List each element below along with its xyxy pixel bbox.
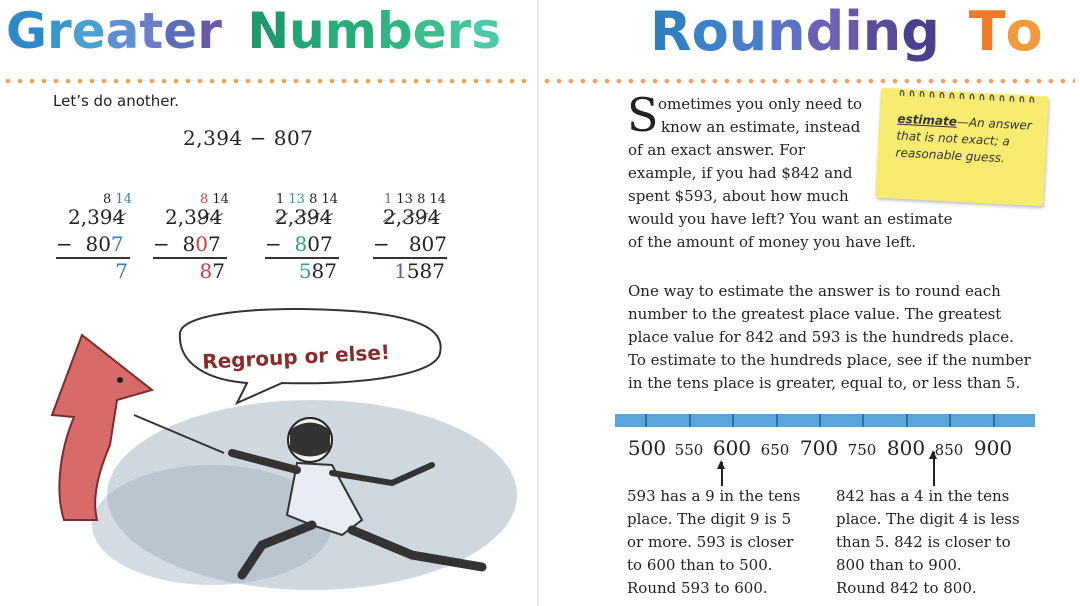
explain-842-line: 842 has a 4 in the tens: [836, 487, 1010, 505]
intro-line: would you have left? You want an estimate: [628, 210, 953, 228]
number-line-tick: [732, 414, 734, 427]
page-gutter: [537, 0, 539, 606]
regroup-marks: 1 13 8 14: [384, 192, 447, 207]
number-line-tick: [993, 414, 995, 427]
subtrahend: − 807: [153, 232, 221, 256]
paragraph-line: place value for 842 and 593 is the hundreds place.: [628, 328, 1014, 346]
subtrahend: − 807: [265, 232, 333, 256]
number-line-tick: [645, 414, 647, 427]
minuend: 2,394: [68, 205, 126, 229]
paragraph-line: To estimate to the hundreds place, see if the number: [628, 351, 1031, 369]
number-line-tick: [776, 414, 778, 427]
subtrahend: − 807: [56, 232, 124, 256]
note-definition: [895, 111, 1037, 169]
explain-593-line: or more. 593 is closer: [627, 533, 794, 551]
right-page-title: Rounding To: [650, 0, 1043, 63]
explain-593-line: place. The digit 9 is 5: [627, 510, 792, 528]
explain-842-line: than 5. 842 is closer to: [836, 533, 1011, 551]
problem-expression: 2,394 − 807: [183, 126, 314, 150]
number-line-tick: [689, 414, 691, 427]
partial-result: 1587: [394, 259, 445, 283]
minuend: 2,394: [383, 205, 441, 229]
definition-note: [875, 88, 1049, 207]
explain-842-line: 800 than to 900.: [836, 556, 962, 574]
number-line-label: 500: [627, 436, 667, 460]
number-line-bar: [615, 414, 1035, 427]
marker-842-arrow: [933, 452, 935, 486]
intro-line: example, if you had $842 and: [628, 164, 853, 182]
drop-cap: S: [627, 88, 659, 142]
intro-line: ometimes you only need to: [658, 95, 863, 113]
number-line-tick: [819, 414, 821, 427]
arrow-eye: [117, 377, 123, 383]
minuend: 2,394: [275, 205, 333, 229]
partial-result: 87: [199, 259, 225, 283]
fencer-illustration: [12, 305, 517, 605]
paragraph-line: in the tens place is greater, equal to, or less than 5.: [628, 374, 1021, 392]
number-line-label: 900: [973, 436, 1013, 460]
explain-593-line: Round 593 to 600.: [627, 579, 768, 597]
right-dot-divider: [541, 78, 1075, 84]
subtrahend: − 807: [373, 232, 448, 256]
minuend: 2,394: [165, 205, 223, 229]
note-body: —An answer that is not exact; a reasonable guess.: [895, 114, 1033, 166]
regroup-marks: 8 14: [200, 192, 229, 207]
number-line-label: 750: [847, 441, 877, 459]
explain-842-line: place. The digit 4 is less: [836, 510, 1020, 528]
number-line-label: 650: [760, 441, 790, 459]
left-page-title: Greater Numbers: [6, 2, 502, 60]
left-dot-divider: [2, 78, 530, 84]
number-line-tick: [949, 414, 951, 427]
number-line-tick: [862, 414, 864, 427]
fencing-mask: [290, 423, 330, 457]
paragraph-line: number to the greatest place value. The greatest: [628, 305, 1002, 323]
number-line-label: 850: [934, 441, 964, 459]
intro-line: of the amount of money you have left.: [628, 233, 917, 251]
regroup-marks: 8 14: [103, 192, 132, 207]
number-line-label: 600: [712, 436, 752, 460]
partial-result: 7: [115, 259, 128, 283]
number-line-label: 550: [674, 441, 704, 459]
intro-line: know an estimate, instead: [661, 118, 861, 136]
regroup-marks: 1 13 8 14: [276, 192, 339, 207]
marker-593-arrow: [721, 462, 723, 486]
explain-593-line: 593 has a 9 in the tens: [627, 487, 801, 505]
number-line-label: 800: [886, 436, 926, 460]
explain-593-line: to 600 than to 500.: [627, 556, 773, 574]
intro-line: of an exact answer. For: [628, 141, 806, 159]
speech-text: Regroup or else!: [201, 339, 391, 374]
intro-line: spent $593, about how much: [628, 187, 849, 205]
note-term: estimate: [897, 111, 958, 129]
lead-text: Let’s do another.: [53, 92, 180, 110]
number-line-tick: [906, 414, 908, 427]
number-line-label: 700: [799, 436, 839, 460]
paragraph-line: One way to estimate the answer is to round each: [628, 282, 1001, 300]
explain-842-line: Round 842 to 800.: [836, 579, 977, 597]
partial-result: 587: [298, 259, 337, 283]
